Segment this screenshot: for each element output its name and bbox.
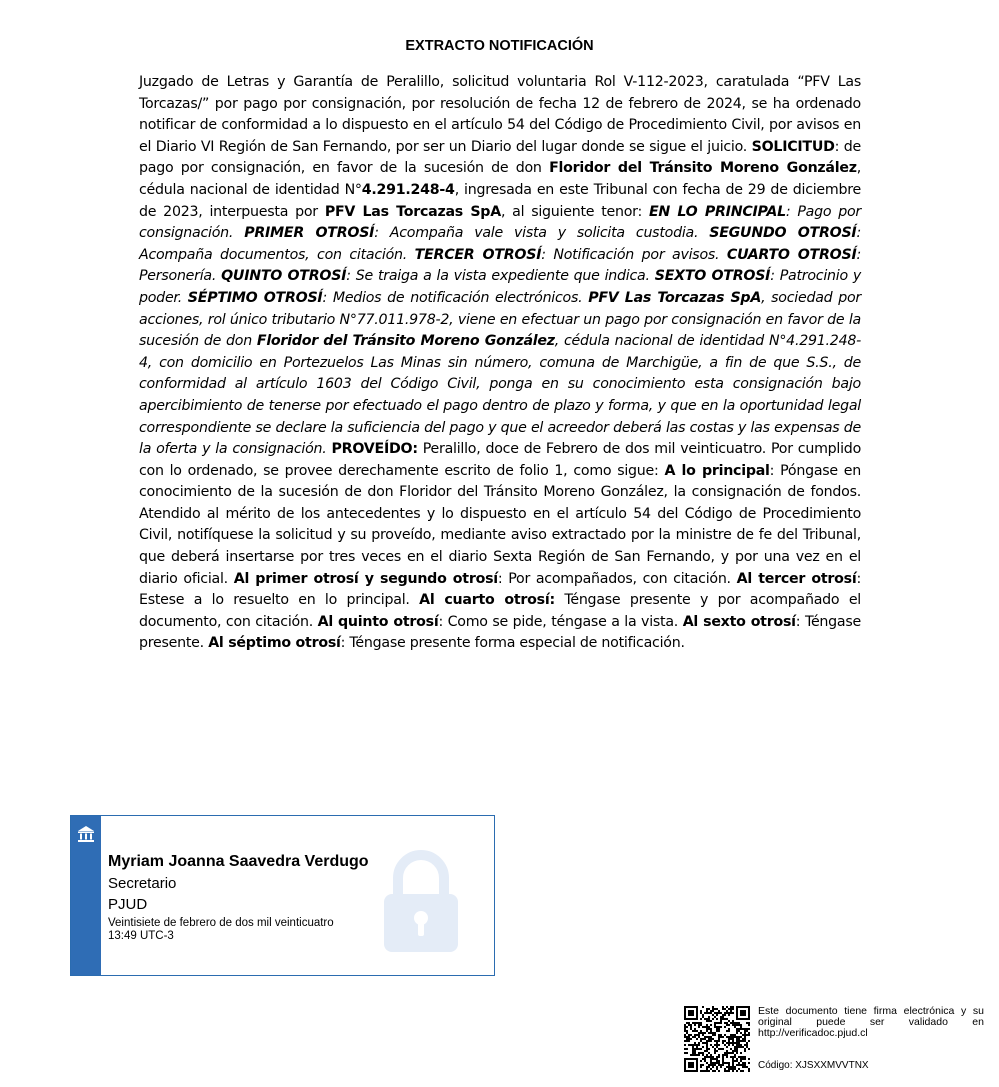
body-text-run: Al primer otrosí y segundo otrosí bbox=[233, 570, 498, 587]
courthouse-icon bbox=[77, 825, 95, 843]
body-text-run: : Medios de notificación electrónicos. bbox=[322, 289, 589, 306]
body-text-run: : Por acompañados, con citación. bbox=[497, 570, 737, 587]
signer-role: Secretario bbox=[108, 875, 177, 892]
body-text-run: Al sexto otrosí bbox=[682, 613, 796, 630]
body-text-run: : Se traiga a la vista expediente que indica. bbox=[346, 268, 655, 285]
signature-date: Veintisiete de febrero de dos mil veinticuatro bbox=[108, 917, 334, 929]
notification-body bbox=[139, 72, 861, 655]
body-text-run: , sociedad por acciones, rol único tributario N°77.011.978-2, viene en efectuar un pago por consignación en favor de la sucesión de don bbox=[139, 289, 862, 350]
body-text-run: : Acompaña vale vista y solicita custodia. bbox=[374, 225, 710, 242]
body-text-run: : de pago por consignación, en favor de la sucesión de don bbox=[139, 138, 861, 177]
body-text-run: : Pago por consignación. bbox=[139, 203, 862, 242]
body-text-run: : Téngase presente. bbox=[139, 613, 861, 652]
body-text-run: , ingresada en este Tribunal con fecha de 29 de diciembre de 2023, interpuesta por bbox=[139, 181, 861, 220]
body-text-run: SOLICITUD bbox=[751, 138, 835, 155]
body-text-run: : Estese a lo resuelto en lo principal. bbox=[139, 570, 861, 609]
body-text-run: : Como se pide, téngase a la vista. bbox=[438, 613, 683, 630]
signature-stripe bbox=[71, 816, 101, 975]
body-text-run: PROVEÍDO: bbox=[331, 441, 418, 458]
signature-time: 13:49 UTC-3 bbox=[108, 929, 174, 942]
body-text-run: Al séptimo otrosí bbox=[208, 635, 341, 652]
body-text-run: Al tercer otrosí bbox=[736, 570, 857, 587]
verification-code: Código: XJSXXMVVTNX bbox=[758, 1060, 869, 1071]
document-title: EXTRACTO NOTIFICACIÓN bbox=[405, 38, 594, 54]
body-text-run: Floridor del Tránsito Moreno González bbox=[256, 333, 555, 350]
body-text-run: 4.291.248-4 bbox=[361, 181, 455, 198]
body-text-run: A lo principal bbox=[664, 462, 770, 479]
body-text-run: Téngase presente y por acompañado el documento, con citación. bbox=[139, 592, 861, 630]
body-text-run: PFV Las Torcazas SpA bbox=[588, 289, 762, 306]
signer-organization: PJUD bbox=[108, 896, 148, 913]
body-text-run: : Póngase en conocimiento de la sucesión de don Floridor del Tránsito Moreno González, la consignación de fondos. Atendido al mérito de los antecedentes y lo dispuesto en el artículo 54 del Código de Procedimiento Civil, notifíquese la solicitud y su proveído, mediante aviso extractado por la ministre de fe del Tribunal, que deberá insertarse por tres veces en el diario Sexta Región de San Fernando, y por una vez en el diario oficial. bbox=[139, 462, 862, 587]
body-text-run: , al siguiente tenor: bbox=[500, 203, 649, 220]
signature-datetime bbox=[108, 917, 388, 942]
body-text-run: : Patrocinio y poder. bbox=[139, 268, 862, 306]
body-text-run: TERCER OTROSÍ bbox=[414, 246, 542, 263]
body-text-run: : Téngase presente forma especial de notificación. bbox=[340, 635, 685, 652]
body-text-run: Peralillo, doce de Febrero de dos mil veinticuatro. Por cumplido con lo ordenado, se provee derechamente escrito de folio 1, como sigue: bbox=[139, 441, 861, 479]
body-text-run: CUARTO OTROSÍ bbox=[726, 246, 857, 263]
body-text-run: PFV Las Torcazas SpA bbox=[324, 203, 501, 220]
verification-notice: Este documento tiene firma electrónica y su original puede ser validado en http://verificadoc.pjud.cl bbox=[758, 1005, 984, 1039]
body-text-run: : Personería. bbox=[139, 246, 861, 285]
signer-name: Myriam Joanna Saavedra Verdugo bbox=[108, 853, 369, 870]
body-text-run: , cédula nacional de identidad N°4.291.248-4, con domicilio en Portezuelos Las Minas sin número, comuna de Marchigüe, a fin de que S.S., de conformidad al artículo 1603 del Código Civil, ponga en su conocimiento esta consignación bajo apercibimiento de tenerse por efectuado el pago dentro de plazo y forma, y que en la oportunidad legal correspondiente se declare la suficiencia del pago y que el acreedor deberá las costas y las expensas de la oferta y la consignación. bbox=[139, 333, 861, 458]
body-text-run: Al cuarto otrosí: bbox=[419, 592, 555, 609]
body-text-run: Al quinto otrosí bbox=[317, 613, 439, 630]
electronic-signature-box bbox=[70, 815, 495, 976]
body-text-run: QUINTO OTROSÍ bbox=[221, 268, 347, 285]
body-text-run: EN LO PRINCIPAL bbox=[648, 203, 786, 220]
body-text-run: , cédula nacional de identidad N° bbox=[139, 160, 862, 198]
body-text-run: Floridor del Tránsito Moreno González bbox=[549, 160, 857, 177]
body-text-run: PRIMER OTROSÍ bbox=[244, 225, 375, 242]
body-text-run: SEGUNDO OTROSÍ bbox=[709, 225, 857, 242]
body-text-run: Juzgado de Letras y Garantía de Peralillo, solicitud voluntaria Rol V-112-2023, caratulada “PFV Las Torcazas/” por pago por consignación, por resolución de fecha 12 de febrero de 2024, se ha ordenado notificar de conformidad a lo dispuesto en el artículo 54 del Código de Procedimiento Civil, por avisos en el Diario VI Región de San Fernando, por ser un Diario del lugar donde se sigue el juicio. bbox=[139, 74, 861, 155]
body-text-run: SÉPTIMO OTROSÍ bbox=[187, 289, 323, 306]
body-text-run: SEXTO OTROSÍ bbox=[654, 268, 771, 285]
body-text-run: : Notificación por avisos. bbox=[541, 246, 727, 263]
body-text-run: : Acompaña documentos, con citación. bbox=[139, 225, 861, 263]
qr-code-icon bbox=[684, 1006, 750, 1072]
lock-watermark-icon bbox=[376, 846, 466, 956]
